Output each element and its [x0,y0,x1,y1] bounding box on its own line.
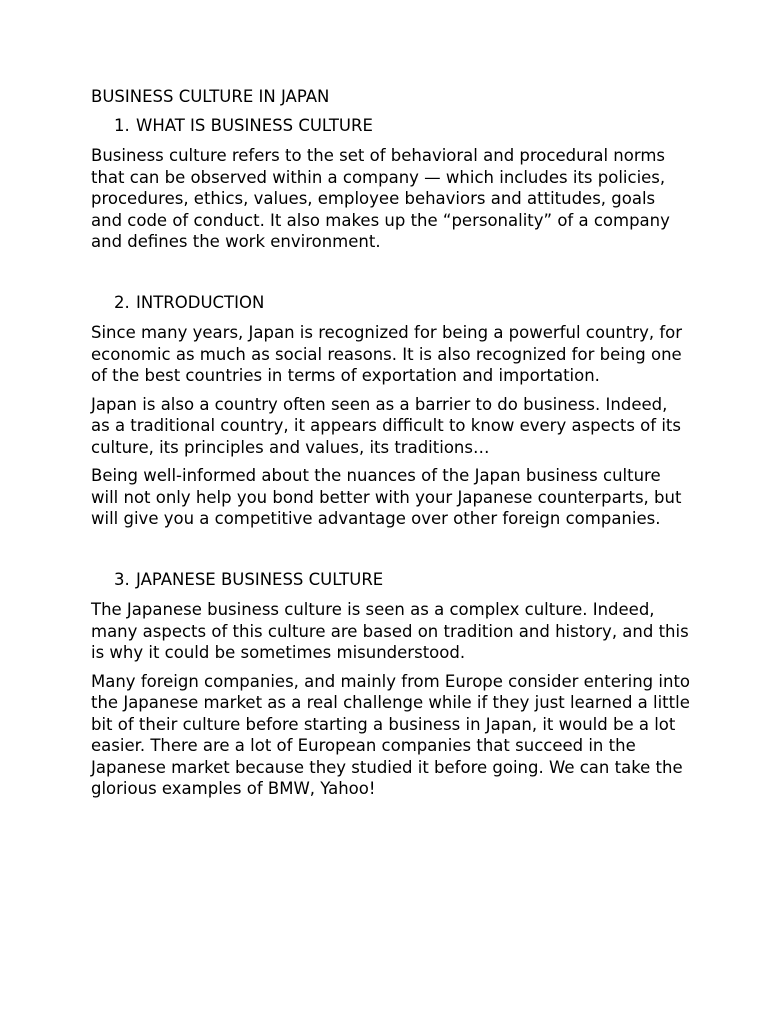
section-spacer [91,260,691,292]
paragraph: Japan is also a country often seen as a barrier to do business. Indeed, as a traditional country, it appears difficult to know every aspects of its culture, its principles and values, its traditions… [91,394,681,457]
section-heading [91,292,691,314]
section-heading-text: INTRODUCTION [136,292,265,312]
section-spacer [91,537,691,569]
paragraph: The Japanese business culture is seen as a complex culture. Indeed, many aspects of this culture are based on tradition and history, and this is why it could be sometimes misunderstood. [91,600,689,662]
section-introduction [91,292,691,530]
paragraph: Being well-informed about the nuances of the Japan business culture will not only help you bond better with your Japanese counterparts, but will give you a competitive advantage over other foreign companies. [91,466,682,528]
paragraph: Many foreign companies, and mainly from Europe consider entering into the Japanese market as a real challenge while if they just learned a little bit of their culture before starting a business in Japan, it would be a lot easier. There are a lot of European companies that succeed in the Japanese market because they studied it before going. We can take the glorious examples of BMW, Yahoo! [91,671,691,798]
document-page [91,86,691,807]
paragraph: Business culture refers to the set of behavioral and procedural norms that can be observed within a company — which includes its policies, procedures, ethics, values, employee behaviors and attitudes, goals and code of conduct. It also makes up the “personality” of a company and defines the work environment. [91,146,670,251]
document-title: BUSINESS CULTURE IN JAPAN [91,87,330,106]
section-heading [91,569,691,591]
section-heading-text: JAPANESE BUSINESS CULTURE [136,569,384,589]
section-number: 2. [114,292,130,312]
section-japanese-business-culture [91,569,691,800]
section-heading-text: WHAT IS BUSINESS CULTURE [136,115,373,135]
paragraph: Since many years, Japan is recognized for being a powerful country, for economic as much as social reasons. It is also recognized for being one of the best countries in terms of exportation and importation. [91,323,683,385]
section-number: 1. [114,115,130,135]
section-what-is-business-culture [91,115,691,253]
section-number: 3. [114,569,130,589]
section-heading [91,115,691,137]
